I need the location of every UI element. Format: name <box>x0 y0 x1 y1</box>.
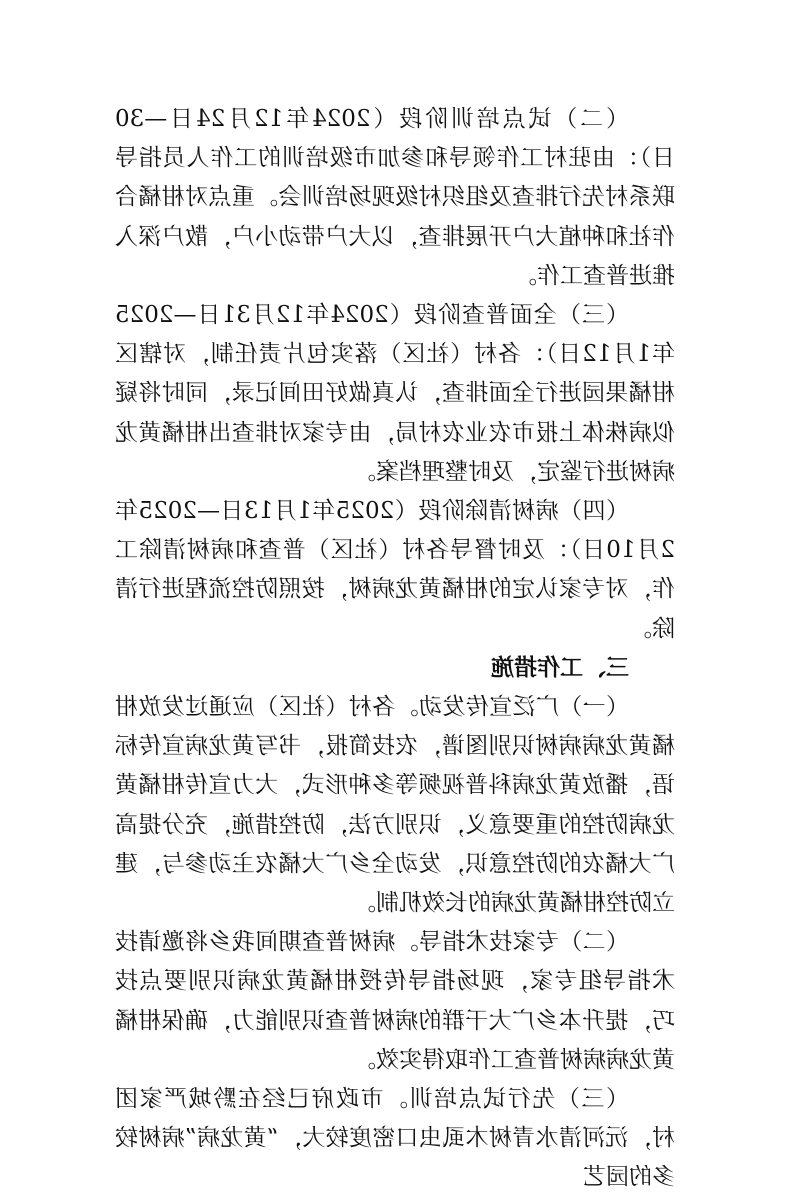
section-heading: 三、工作措施 <box>491 654 629 681</box>
paragraph-full-survey: （三）全面普查阶段（2024年12月31日—2025年1月12日）：各村（社区）落实包片责任制，对辖区柑橘果园进行全面排查，认真做好田间记录，同时将疑似病株体上报市农业农村局，由专家对排查出柑橘黄龙病树进行鉴定，及时整理档案。 <box>115 302 675 485</box>
paragraph-expert-guidance: （二）专家技术指导。病树普查期间我乡将邀请技术指导组专家，现场指导传授柑橘黄龙病识别要点技巧，提升本乡广大干群的病树普查识别能力，确保柑橘黄龙病病树普查工作取得实效。 <box>115 929 675 1073</box>
paragraph-publicity: （一）广泛宣传发动。各村（社区）应通过发放柑橘黄龙病病树识别图谱，农技简报，书写黄龙病宣传标语，播放黄龙病科普视频等多种形式，大力宣传柑橘黄龙病防控的重要意义，识别方法，防控措施，充分提高广大橘农的防控意识，发动全乡广大橘农主动参与，建立防控柑橘黄龙病的长效机制。 <box>115 694 675 917</box>
paragraph-pilot-training: （三）先行试点培训。市政府已经在黔城严家团村，沅河清水青树木虱虫口密度较大，“黄龙病”病树较多的园艺 <box>115 1086 675 1191</box>
document-body <box>115 100 675 1198</box>
paragraph-tree-removal: （四）病树清除阶段（2025年1月13日—2025年2月10日）：及时督导各村（社区）普查和病树清除工作，对专家认定的柑橘黄龙病树，按照防控流程进行清除。 <box>115 498 675 642</box>
paragraph-trial-training: （二）试点培训阶段（2024年12月24日—30日）：由驻村工作领导和参加市级培训的工作人员指导联系村先行排查及组织村级现场培训会。重点对柑橘合作社和种植大户开展排查，以大户带动小户，散户深入推进普查工作。 <box>115 106 675 289</box>
